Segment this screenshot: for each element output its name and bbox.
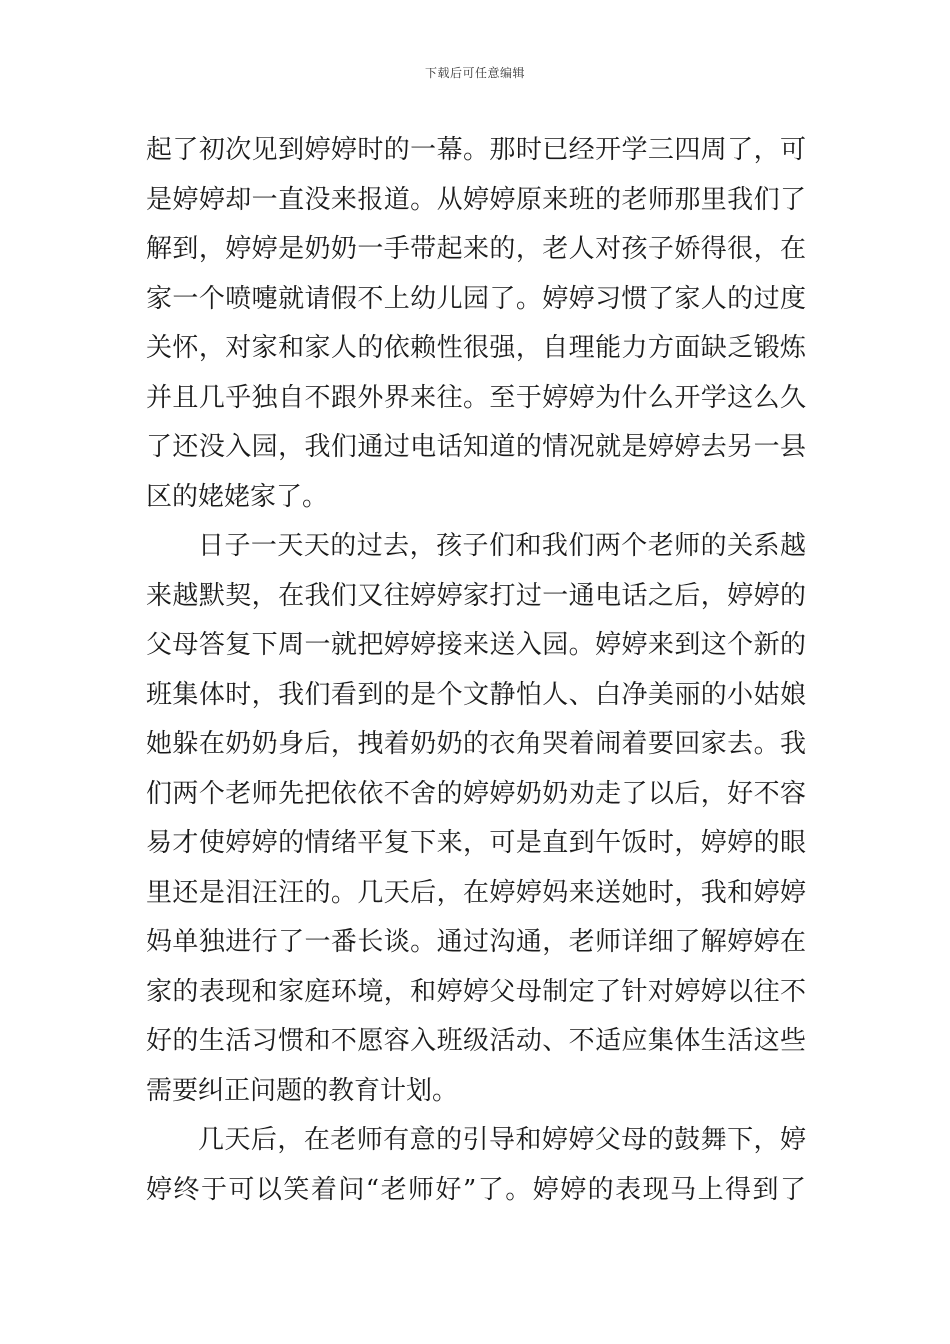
page-header: 下载后可任意编辑 <box>424 66 525 80</box>
text-line: 里还是泪汪汪的。几天后，在婷婷妈来送她时，我和婷婷 <box>146 877 806 908</box>
text-line: 需要纠正问题的教育计划。 <box>146 1075 459 1106</box>
text-line: 关怀，对家和家人的依赖性很强，自理能力方面缺乏锻炼 <box>146 333 806 363</box>
text-line: 易才使婷婷的情绪平复下来，可是直到午饭时，婷婷的眼 <box>146 828 806 858</box>
text-line: 婷终于可以笑着问“老师好”了。婷婷的表现马上得到了 <box>146 1174 806 1205</box>
text-line: 并且几乎独自不跟外界来往。至于婷婷为什么开学这么久 <box>146 382 806 413</box>
text-line: 日子一天天的过去，孩子们和我们两个老师的关系越 <box>198 531 806 561</box>
text-line: 了还没入园，我们通过电话知道的情况就是婷婷去另一县 <box>146 432 806 462</box>
text-line: 来越默契，在我们又往婷婷家打过一通电话之后，婷婷的 <box>146 580 806 611</box>
text-line: 家的表现和家庭环境，和婷婷父母制定了针对婷婷以往不 <box>146 976 806 1007</box>
text-line: 她躲在奶奶身后，拽着奶奶的衣角哭着闹着要回家去。我 <box>146 729 806 759</box>
text-line: 妈单独进行了一番长谈。通过沟通，老师详细了解婷婷在 <box>146 927 806 957</box>
text-line: 父母答复下周一就把婷婷接来送入园。婷婷来到这个新的 <box>146 630 806 660</box>
paragraph <box>146 126 806 522</box>
text-line: 区的姥姥家了。 <box>146 481 329 512</box>
text-line: 好的生活习惯和不愿容入班级活动、不适应集体生活这些 <box>146 1026 806 1056</box>
text-line: 解到，婷婷是奶奶一手带起来的，老人对孩子娇得很，在 <box>146 234 806 264</box>
text-line: 是婷婷却一直没来报道。从婷婷原来班的老师那里我们了 <box>146 184 806 215</box>
document-body <box>146 126 806 1215</box>
paragraph <box>146 522 806 1116</box>
text-line: 班集体时，我们看到的是个文静怕人、白净美丽的小姑娘 <box>146 679 806 710</box>
text-line: 家一个喷嚏就请假不上幼儿园了。婷婷习惯了家人的过度 <box>146 283 806 314</box>
text-line: 几天后，在老师有意的引导和婷婷父母的鼓舞下，婷 <box>198 1125 806 1155</box>
text-line: 起了初次见到婷婷时的一幕。那时已经开学三四周了，可 <box>146 135 806 165</box>
text-line: 们两个老师先把依依不舍的婷婷奶奶劝走了以后，好不容 <box>146 778 806 809</box>
paragraph <box>146 1116 806 1215</box>
